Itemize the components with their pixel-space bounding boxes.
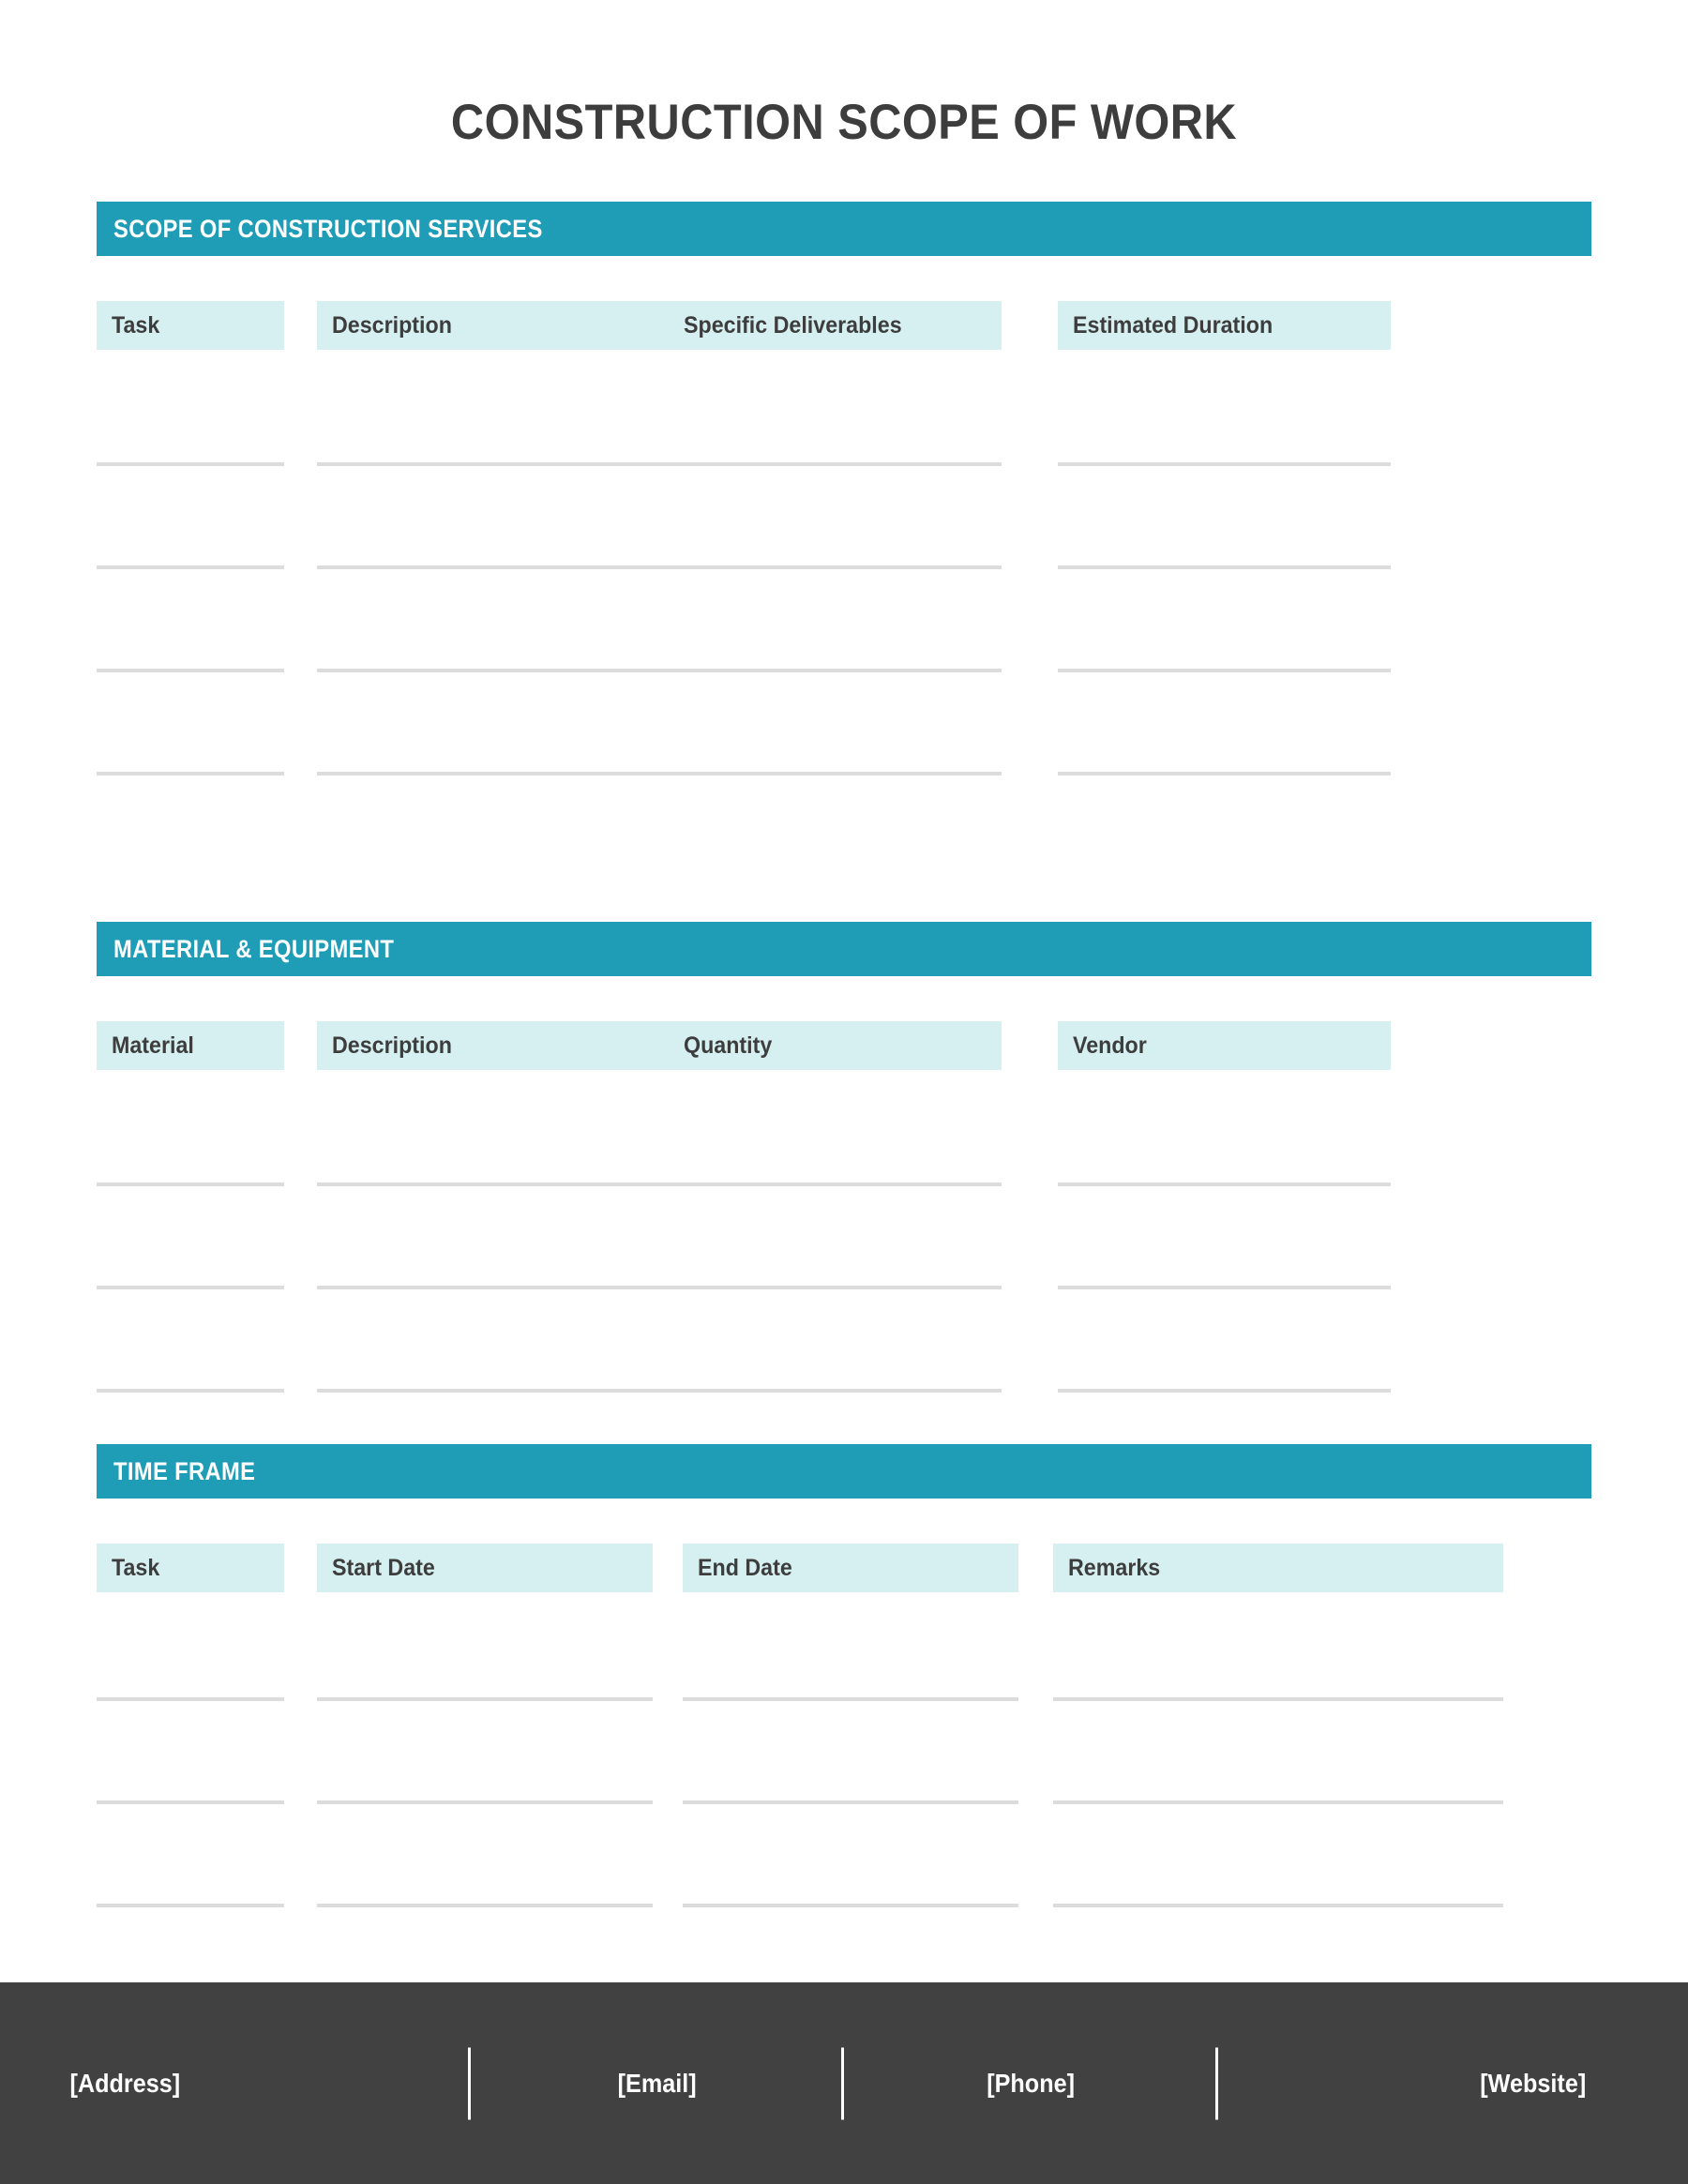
column-header-row (97, 301, 1591, 350)
footer-item-label: [Website] (1479, 2068, 1586, 2098)
entry-line[interactable] (669, 772, 1002, 776)
column-header-label: Task (112, 1554, 160, 1581)
column-header-label: End Date (698, 1554, 792, 1581)
entry-line[interactable] (683, 1697, 1018, 1701)
column-header-cell (1058, 1021, 1391, 1070)
footer-item-label: [Phone] (987, 2068, 1076, 2098)
column-header-cell (669, 301, 1002, 350)
section-header-title: SCOPE OF CONSTRUCTION SERVICES (113, 214, 543, 243)
column-header-cell (1053, 1544, 1503, 1592)
column-header-cell (97, 1021, 284, 1070)
section-header-bar (97, 922, 1591, 976)
column-header-label: Estimated Duration (1073, 311, 1274, 339)
section-header-title: TIME FRAME (113, 1456, 256, 1485)
entry-line[interactable] (97, 462, 284, 466)
entry-line[interactable] (1058, 772, 1391, 776)
column-header-cell (97, 301, 284, 350)
entry-line[interactable] (317, 565, 676, 569)
entry-line[interactable] (1053, 1904, 1503, 1907)
footer-contact-row (69, 1982, 1591, 2184)
footer-item[interactable] (471, 1982, 845, 2184)
footer-item-label: [Email] (617, 2068, 697, 2098)
section-scope-of-construction-services (97, 202, 1591, 350)
entry-line[interactable] (97, 1182, 284, 1186)
section-header-bar (97, 1444, 1591, 1499)
entry-line[interactable] (1058, 669, 1391, 672)
entry-line[interactable] (97, 772, 284, 776)
section-header-title: MATERIAL & EQUIPMENT (113, 934, 395, 963)
entry-line[interactable] (1058, 565, 1391, 569)
column-header-cell (317, 301, 676, 350)
entry-line[interactable] (317, 1800, 653, 1804)
entry-line[interactable] (669, 1182, 1002, 1186)
entry-line[interactable] (1053, 1800, 1503, 1804)
entry-line[interactable] (97, 565, 284, 569)
entry-line[interactable] (669, 1286, 1002, 1289)
entry-line[interactable] (1058, 1286, 1391, 1289)
entry-line[interactable] (317, 1182, 676, 1186)
column-header-label: Task (112, 311, 160, 339)
column-header-cell (683, 1544, 1018, 1592)
entry-line[interactable] (669, 669, 1002, 672)
section-time-frame (97, 1444, 1591, 1592)
column-header-label: Description (332, 311, 452, 339)
footer-item[interactable] (1218, 1982, 1592, 2184)
entry-line[interactable] (1058, 1182, 1391, 1186)
entry-line[interactable] (97, 1800, 284, 1804)
column-header-label: Vendor (1073, 1032, 1147, 1059)
entry-line[interactable] (97, 1286, 284, 1289)
column-header-label: Quantity (684, 1032, 773, 1059)
column-header-label: Specific Deliverables (684, 311, 902, 339)
footer-item[interactable] (844, 1982, 1218, 2184)
entry-line[interactable] (317, 772, 676, 776)
entry-line[interactable] (683, 1800, 1018, 1804)
entry-line[interactable] (97, 1904, 284, 1907)
page-footer (0, 1982, 1688, 2184)
column-header-row (97, 1544, 1591, 1592)
entry-line[interactable] (1053, 1697, 1503, 1701)
entry-line[interactable] (317, 1697, 653, 1701)
entry-line[interactable] (683, 1904, 1018, 1907)
footer-item-label: [Address] (69, 2068, 181, 2098)
column-header-row (97, 1021, 1591, 1070)
column-header-label: Start Date (332, 1554, 435, 1581)
column-header-cell (97, 1544, 284, 1592)
entry-line[interactable] (317, 669, 676, 672)
footer-item[interactable] (69, 1982, 471, 2184)
entry-line[interactable] (669, 565, 1002, 569)
column-header-label: Remarks (1068, 1554, 1161, 1581)
entry-line[interactable] (97, 1389, 284, 1393)
entry-line[interactable] (669, 1389, 1002, 1393)
entry-line[interactable] (669, 462, 1002, 466)
entry-line[interactable] (317, 462, 676, 466)
entry-line[interactable] (1058, 1389, 1391, 1393)
column-header-label: Material (112, 1032, 194, 1059)
column-header-cell (317, 1021, 676, 1070)
entry-line[interactable] (317, 1904, 653, 1907)
column-header-label: Description (332, 1032, 452, 1059)
page-title: CONSTRUCTION SCOPE OF WORK (450, 95, 1238, 150)
section-header-bar (97, 202, 1591, 256)
entry-line[interactable] (97, 669, 284, 672)
section-material-and-equipment (97, 922, 1591, 1070)
entry-line[interactable] (317, 1389, 676, 1393)
entry-line[interactable] (317, 1286, 676, 1289)
entry-line[interactable] (1058, 462, 1391, 466)
entry-line[interactable] (97, 1697, 284, 1701)
column-header-cell (317, 1544, 653, 1592)
column-header-cell (669, 1021, 1002, 1070)
column-header-cell (1058, 301, 1391, 350)
